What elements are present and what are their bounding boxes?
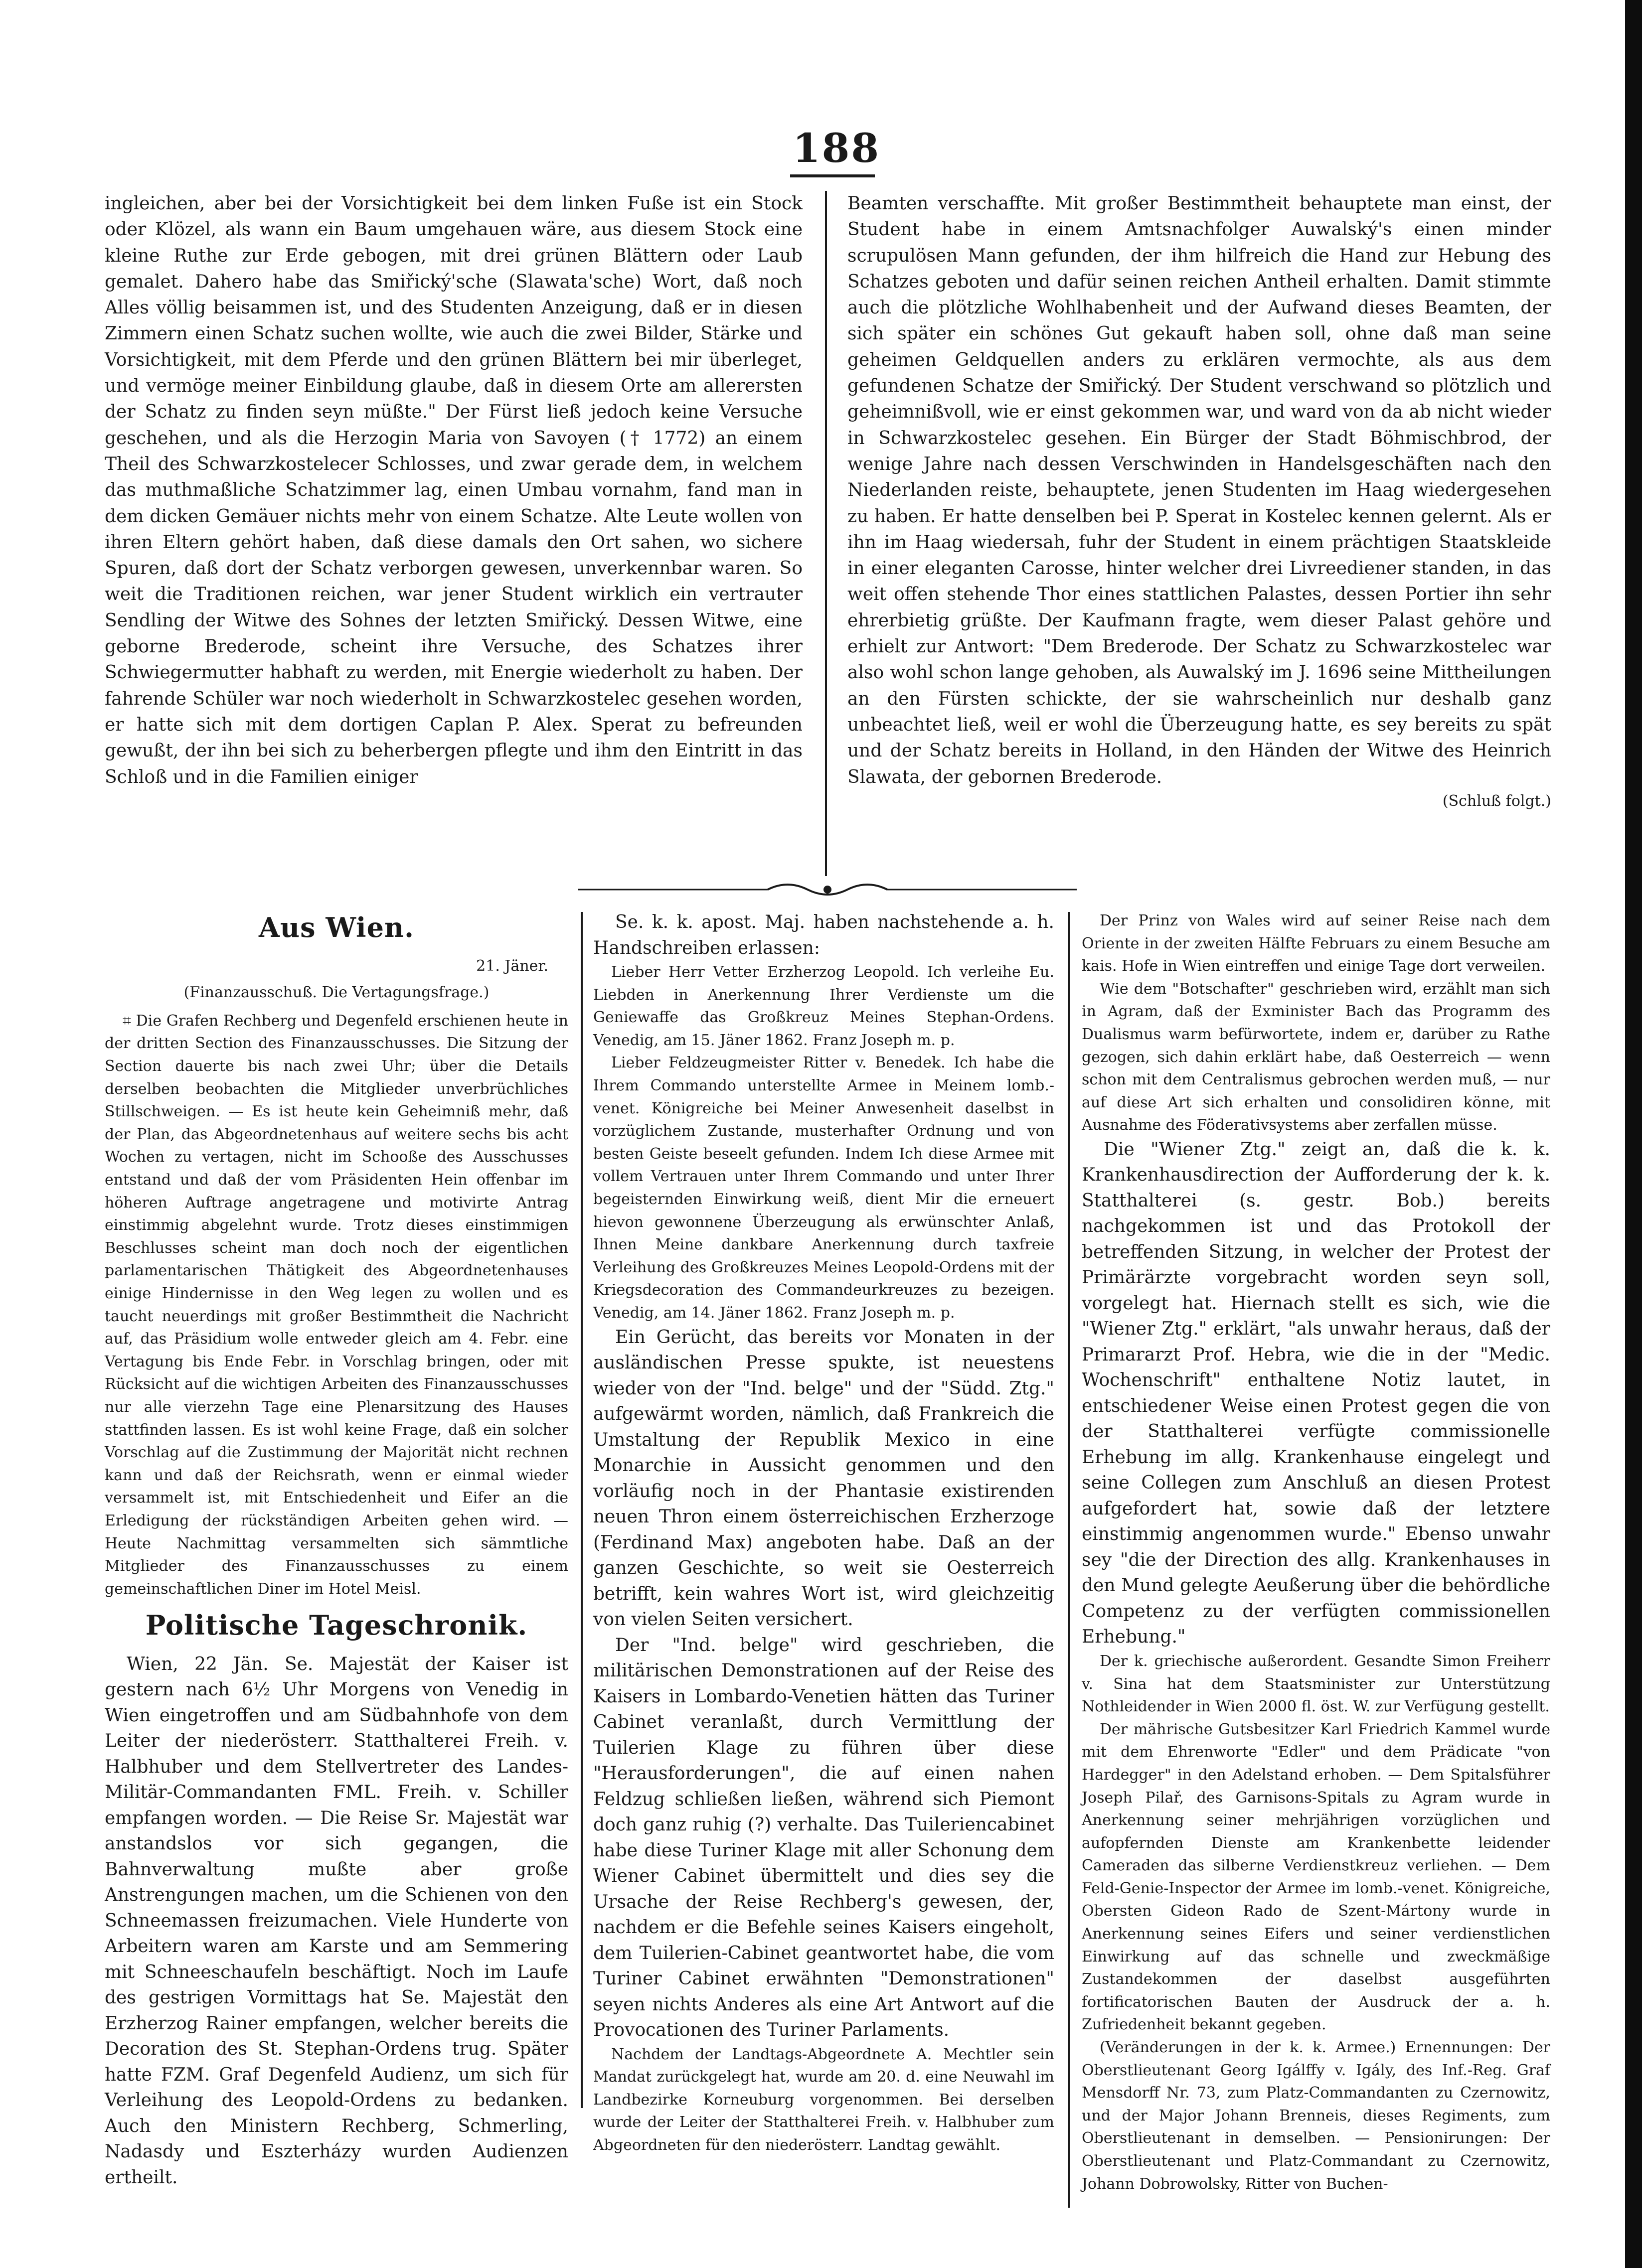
section-ornament (578, 880, 1077, 900)
column-divider-top (825, 191, 827, 876)
landtag-election-text: Nachdem der Landtags-Abgeordnete A. Mechtler sein Mandat zurückgelegt hat, wurde am 20. d. eine Neuwahl im Landbezirke Korneuburg vorgenommen. Bei derselben wurde der Leiter der Statthalterei Freih. v. Halbhuber zum Abgeordneten für den niederösterr. Landtag gewählt. (593, 2045, 1054, 2154)
to-be-continued-note: (Schluß folgt.) (1442, 792, 1551, 810)
story-text-left: ingleichen, aber bei der Vorsichtigkeit bei dem linken Fuße ist ein Stock oder Klözel, als wann ein Baum umgehauen wäre, aus diesem Stock eine kleine Ruthe zur Erde gebogen, mit drei grünen Blättern oder Laub gemalet. Dahero habe das Smiřický'sche (Slawata'sche) Wort, daß noch Alles völlig beisammen ist, und des Studenten Anzeigung, daß er in diesen Zimmern einen Schatz suchen wollte, wie auch die zwei Bilder, Stärke und Vorsichtigkeit, mit dem Pferde und den grünen Blättern bei mir überleget, und vermöge meiner Einbildung glaube, daß in diesem Orte am allerersten der Schatz zu finden seyn müßte." Der Fürst ließ jedoch keine Versuche geschehen, und als die Herzogin Maria von Savoyen († 1772) an einem Theil des Schwarzkostelecer Schlosses, und zwar gerade dem, in welchem das muthmaßliche Schatzimmer lag, einen Umbau vornahm, fand man in dem dicken Gemäuer nichts mehr von einem Schatze. Alte Leute wollen von ihren Eltern gehört haben, daß diese damals den Ort sahen, wo sichere Spuren, daß dort der Schatz verborgen gewesen, unverkennbar waren. So weit die Traditionen reichen, war jener Student wirklich ein vertrauter Sendling der Witwe des Sohnes der letzten Smiřický. Dessen Witwe, eine geborne Brederode, scheint ihre Versuche, des Schatzes ihrer Schwiegermutter habhaft zu werden, mit Energie wiederholt zu haben. Der fahrende Schüler war noch wiederholt in Schwarzkostelec gesehen worden, er hatte sich mit dem dortigen Caplan P. Alex. Sperat zu befreunden gewußt, der ihn bei sich zu beherbergen pflegte und ihm den Eintritt in das Schloß und in die Familien einiger (105, 193, 803, 787)
wiener-zeitung-text: Die "Wiener Ztg." zeigt an, daß die k. k. Krankenhausdirection der Aufforderung der k. k. Statthalterei (s. gestr. Bob.) bereits nachgekommen ist und das Protokoll der betreffenden Sitzung, in welcher der Protest der Primärärzte vorgebracht worden seyn soll, vorgelegt hat. Hiernach stellt es sich, wie die "Wiener Ztg." erklärt, "als unwahr heraus, daß der Primararzt Prof. Hebra, wie die in der "Medic. Wochenschrift" enthaltene Notiz lautet, in entschiedener Weise einen Protest gegen die von der Statthalterei verfügte commissionelle Erhebung im allg. Krankenhause eingelegt und seine Collegen zum Anschluß an diesen Protest aufgefordert hat, sowie daß der letztere einstimmig angenommen wurde." Ebenso unwahr sey "die der Direction des allg. Krankenhauses in den Mund gelegte Aeußerung über die behördliche Competenz zu der verfügten commissionellen Erhebung." (1082, 1139, 1550, 1648)
aus-wien-subhead: (Finanzausschuß. Die Vertagungsfrage.) (183, 983, 490, 1001)
aus-wien-text: ⌗ Die Grafen Rechberg und Degenfeld erschienen heute in der dritten Section des Finanzausschusses. Die Sitzung der Section dauerte bis nach zwei Uhr; über die Details derselben beobachten die Mitglieder unverbrüchliches Stillschweigen. — Es ist heute kein Geheimniß mehr, daß der Plan, das Abgeordnetenhaus auf weitere sechs bis acht Wochen zu vertagen, nicht im Schooße des Ausschusses entstand und daß der vom Präsidenten Hein offenbar im höheren Auftrage angetragene und motivirte Antrag einstimmig abgelehnt wurde. Trotz dieses einstimmigen Beschlusses scheint man doch noch der eigentlichen parlamentarischen Thätigkeit des Abgeordnetenhauses einige Hindernisse in den Weg legen zu wollen und es taucht neuerdings mit großer Bestimmtheit die Nachricht auf, das Präsidium wolle entweder gleich am 4. Febr. eine Vertagung bis Ende Febr. in Vorschlag bringen, oder mit Rücksicht auf die wichtigen Arbeiten des Finanzausschusses nur alle vierzehn Tage eine Plenarsitzung des Hauses stattfinden lassen. Es ist wohl keine Frage, daß ein solcher Vorschlag auf die Zustimmung der Majorität nicht rechnen kann und daß der Reichsrath, wenn er einmal wieder versammelt ist, mit Entschiedenheit und Eifer an die Erledigung der rückständigen Arbeiten gehen wird. — Heute Nachmittag versammelten sich sämmtliche Mitglieder des Finanzausschusses zu einem gemeinschaftlichen Diner im Hotel Meisl. (105, 1012, 568, 1598)
sina-donation-text: Der k. griechische außerordent. Gesandte Simon Freiherr v. Sina hat dem Staatsminister zur Unterstützung Nothleidender in Wien 2000 fl. öst. W. zur Verfügung gestellt. (1082, 1652, 1550, 1716)
prince-of-wales-text: Der Prinz von Wales wird auf seiner Reise nach dem Oriente in der zweiten Hälfte Februars zu einem Besuche am kais. Hofe in Wien eintreffen und einige Tage dort verweilen. (1082, 912, 1550, 975)
tageschronik-text: Wien, 22 Jän. Se. Majestät der Kaiser ist gestern nach 6½ Uhr Morgens von Venedig in Wien eingetroffen und am Südbahnhofe von dem Leiter der niederösterr. Statthalterei Freih. v. Halbhuber und dem Stellvertreter des Landes-Militär-Commandanten FML. Freih. v. Schiller empfangen worden. — Die Reise Sr. Majestät war anstandslos vor sich gegangen, die Bahnverwaltung mußte aber große Anstrengungen machen, um die Schienen von den Schneemassen freizumachen. Viele Hunderte von Arbeitern waren am Karste und am Semmering mit Schneeschaufeln beschäftigt. Noch im Laufe des gestrigen Vormittags hat Se. Majestät den Erzherzog Rainer empfangen, welcher bereits die Decoration des St. Stephan-Ordens trug. Später hatte FZM. Graf Degenfeld Audienz, um sich für Verleihung des Leopold-Ordens zu bedanken. Auch den Ministern Rechberg, Schmerling, Nadasdy und Eszterházy wurden Audienzen ertheilt. (105, 1654, 568, 2188)
page-number: 188 (793, 125, 880, 171)
botschafter-text: Wie dem "Botschafter" geschrieben wird, erzählt man sich in Agram, daß der Exminister Bach das Programm des Dualismus warm befürwortete, indem er, darüber zu Rathe gezogen, sich dahin erklärt habe, daß Oesterreich — wenn schon mit dem Centralismus gebrochen werden muß, — nur auf diese Art sich erhalten und consolidiren könne, mit Ausnahme des Föderativsystems aber zerfallen müsse. (1082, 980, 1550, 1134)
handschreiben-intro: Se. k. k. apost. Maj. haben nachstehende a. h. Handschreiben erlassen: (593, 912, 1054, 958)
handschreiben-letter-1: Lieber Herr Vetter Erzherzog Leopold. Ich verleihe Eu. Liebden in Anerkennung Ihrer Verdienste um die Geniewaffe das Großkreuz Meines Stephan-Ordens. Venedig, am 15. Jäner 1862. Franz Joseph m. p. (593, 963, 1054, 1049)
mexico-rumour-text: Ein Gerücht, das bereits vor Monaten in der ausländischen Presse spukte, ist neuestens wieder von der "Ind. belge" und der "Südd. Ztg." aufgewärmt worden, nämlich, daß Frankreich die Umstaltung der Republik Mexico in eine Monarchie in Aussicht genommen und den vorläufig noch in der Phantasie existirenden neuen Thron einem österreichischen Erzherzoge (Ferdinand Max) angeboten habe. Daß an der ganzen Geschichte, so weit sie Oesterreich betrifft, kein wahres Wort ist, wird gleichzeitig von vielen Seiten versichert. (593, 1327, 1054, 1630)
ind-belge-text: Der "Ind. belge" wird geschrieben, die militärischen Demonstrationen auf der Reise des Kaisers in Lombardo-Venetien hätten das Turiner Cabinet veranlaßt, durch Vermittlung der Tuilerien Klage zu führen über diese "Herausforderungen", die auf einen nahen Feldzug schließen ließen, während sich Piemont doch ganz ruhig (?) verhalte. Das Tuileriencabinet habe diese Turiner Klage mit aller Schonung dem Wiener Cabinet übermittelt und dies sey die Ursache der Reise Rechberg's gewesen, der, nachdem er die Befehle seines Kaisers eingeholt, dem Tuilerien-Cabinet geantwortet habe, die vom Turiner Cabinet erwähnten "Demonstrationen" seyen nichts Anderes als eine Art Antwort auf die Provocationen des Turiner Parlaments. (593, 1635, 1054, 2040)
page-edge (1625, 0, 1642, 2268)
news-column-2 (593, 909, 1054, 2205)
news-column-1 (105, 909, 568, 2188)
honours-text: Der mährische Gutsbesitzer Karl Friedrich Kammel wurde mit dem Ehrenworte "Edler" und dem Prädicate "von Hardegger" in den Adelstand erhoben. — Dem Spitalsführer Joseph Pilař, des Garnisons-Spitals zu Agram wurde in Anerkennung seiner mehrjährigen vorzüglichen und aufopfernden Dienste am Krankenbette leidender Cameraden das silberne Verdienstkreuz verliehen. — Dem Feld-Genie-Inspector der Armee im lomb.-venet. Königreiche, Obersten Gideon Rado de Szent-Mártony wurde in Anerkennung seines Eifers und seiner verdienstlichen Einwirkung auf das schnelle und zweckmäßige Zustandekommen der daselbst ausgeführten fortificatorischen Bauten der Ausdruck der a. h. Zufriedenheit bekannt gegeben. (1082, 1720, 1550, 2034)
tageschronik-heading: Politische Tageschronik. (145, 1609, 528, 1642)
army-changes-text: (Veränderungen in der k. k. Armee.) Ernennungen: Der Oberstlieutenant Georg Igálffy v. Igály, des Inf.-Reg. Graf Mensdorff Nr. 73, zum Platz-Commandanten zu Czernowitz, und der Major Johann Brenneis, dieses Regiments, zum Oberstlieutenant in demselben. — Pensionirungen: Der Oberstlieutenant und Platz-Commandant zu Czernowitz, Johann Dobrowolsky, Ritter von Buchen- (1082, 2039, 1550, 2193)
continued-story-left-column (105, 191, 803, 879)
aus-wien-heading: Aus Wien. (259, 911, 414, 943)
handschreiben-letter-2: Lieber Feldzeugmeister Ritter v. Benedek. Ich habe die Ihrem Commando unterstellte Armee in Meinem lomb.-venet. Königreiche bei Meiner Anwesenheit daselbst in vorzüglichem Zustande, musterhafter Ordnung und von besten Geiste beseelt gefunden. Indem Ich diese Armee mit vollem Vertrauen unter Ihrem Commando und unter Ihrer begeisternden Einwirkung weiß, dient Mir die erneuert hievon gewonnene Überzeugung als erwünschter Anlaß, Ihnen Meine dankbare Anerkennung durch taxfreie Verleihung des Großkreuzes Meines Leopold-Ordens mit der Kriegsdecoration des Commandeurkreuzes zu bezeigen. Venedig, am 14. Jäner 1862. Franz Joseph m. p. (593, 1054, 1054, 1322)
column-divider-bottom-1 (581, 912, 583, 2108)
news-column-3 (1082, 909, 1550, 2205)
aus-wien-date: 21. Jäner. (476, 957, 548, 975)
story-text-right: Beamten verschaffte. Mit großer Bestimmtheit behauptete man einst, der Student habe in einem Amtsnachfolger Auwalský's einen minder scrupulösen Mann gefunden, der ihm hilfreich die Hand zur Hebung des Schatzes geboten und dafür seinen reichen Antheil erhalten. Damit stimmte auch die plötzliche Wohlhabenheit und der Aufwand dieses Beamten, der sich später ein schönes Gut gekauft haben soll, ohne daß man seine geheimen Geldquellen anders zu erklären vermochte, als aus dem gefundenen Schatze der Smiřický. Der Student verschwand so plötzlich und geheimnißvoll, wie er einst gekommen war, und ward von da ab nicht wieder in Schwarzkostelec gesehen. Ein Bürger der Stadt Böhmischbrod, der wenige Jahre nach dessen Verschwinden in Handelsgeschäften nach den Niederlanden reiste, behauptete, jenen Studenten im Haag wiedergesehen zu haben. Er hatte denselben bei P. Sperat in Kostelec kennen gelernt. Als er ihn im Haag wiedersah, fuhr der Student in einem prächtigen Staatskleide in einer eleganten Carosse, hinter welcher drei Livreediener standen, in das weit offen stehende Thor eines stattlichen Palastes, dessen Portier ihn sehr ehrerbietig grüßte. Der Kaufmann fragte, wem dieser Palast gehöre und erhielt zur Antwort: "Dem Brederode. Der Schatz zu Schwarzkostelec war also wohl schon lange gehoben, als Auwalský im J. 1696 seine Mittheilungen an den Fürsten schickte, der sie wahrscheinlich nur deshalb ganz unbeachtet ließ, weil er wohl die Überzeugung hatte, es sey bereits zu spät und der Schatz bereits in Holland, in den Händen der Witwe des Heinrich Slawata, der gebornen Brederode. (847, 193, 1551, 787)
column-divider-bottom-2 (1068, 912, 1070, 2208)
continued-story-right-column (847, 191, 1551, 879)
page-number-rule (790, 174, 875, 177)
